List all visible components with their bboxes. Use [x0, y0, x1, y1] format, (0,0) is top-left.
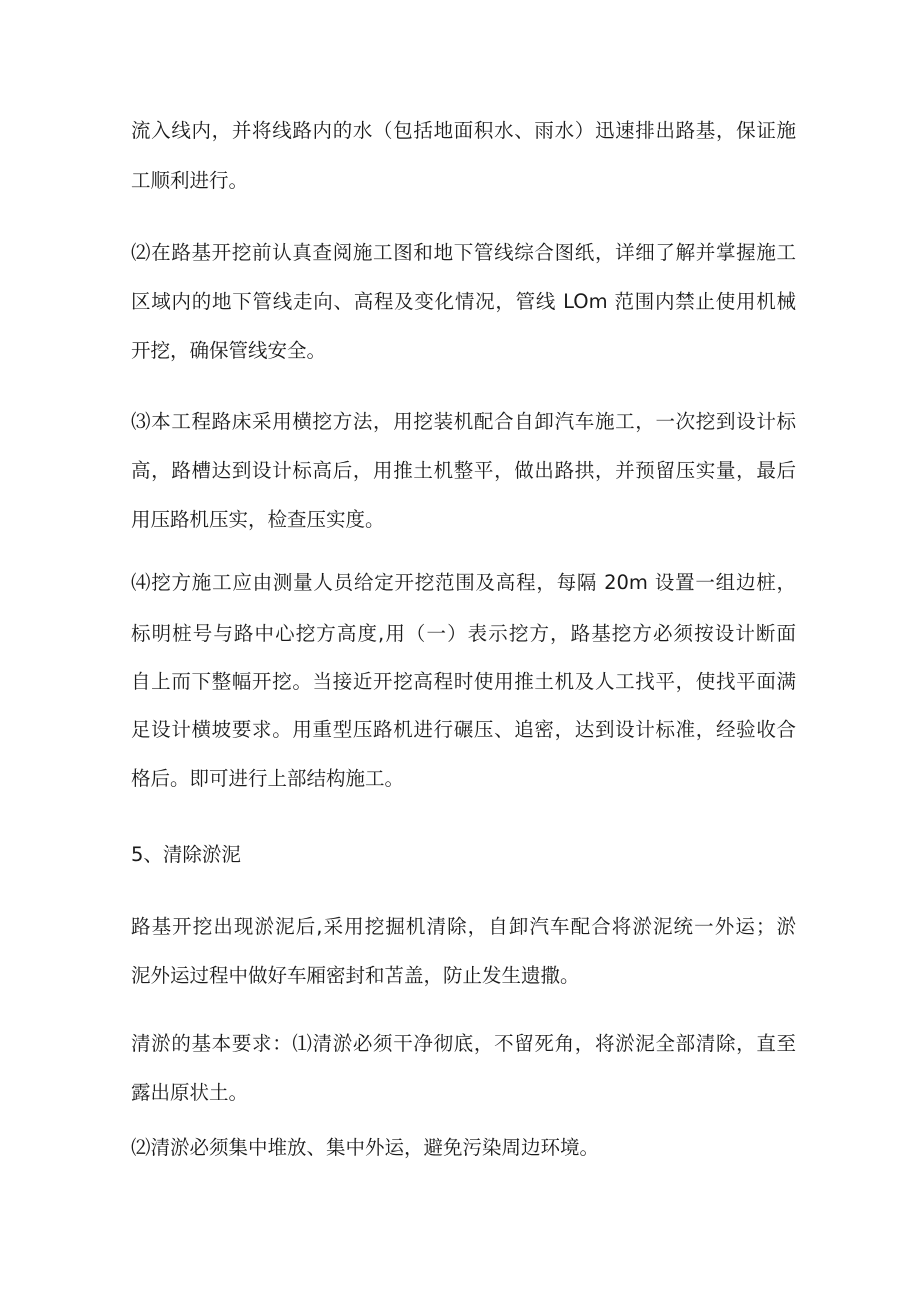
paragraph-5-line-1: 路基开挖出现淤泥后,采用挖掘机清除，自卸汽车配合将淤泥统一外运；淤 [131, 915, 796, 938]
paragraph-2-line-3: 开挖，确保管线安全。 [131, 339, 327, 362]
section-heading-5: 5、清除淤泥 [131, 843, 241, 866]
paragraph-5-line-2: 泥外运过程中做好车厢密封和苫盖，防止发生遗撒。 [131, 964, 580, 987]
paragraph-2-line-1: ⑵在路基开挖前认真查阅施工图和地下管线综合图纸，详细了解并掌握施工 [131, 241, 796, 264]
paragraph-6-line-2: 露出原状土。 [131, 1081, 249, 1104]
paragraph-1-line-2: 工顺利进行。 [131, 169, 249, 192]
paragraph-3-line-2: 高，路槽达到设计标高后，用推土机整平，做出路拱，并预留压实量，最后 [131, 459, 796, 482]
paragraph-4-line-3: 自上而下整幅开挖。当接近开挖高程时使用推土机及人工找平，使找平面满 [131, 670, 796, 693]
paragraph-4-line-1: ⑷挖方施工应由测量人员给定开挖范围及高程，每隔 20m 设置一组边桩， [131, 571, 796, 594]
paragraph-3-line-3: 用压路机压实，检查压实度。 [131, 508, 385, 531]
paragraph-3-line-1: ⑶本工程路床采用横挖方法，用挖装机配合自卸汽车施工，一次挖到设计标 [131, 410, 796, 433]
paragraph-4-line-2: 标明桩号与路中心挖方高度,用（一）表示挖方，路基挖方必须按设计断面 [131, 622, 796, 645]
paragraph-2-line-2: 区域内的地下管线走向、高程及变化情况，管线 LOm 范围内禁止使用机械 [131, 290, 796, 313]
paragraph-7-line-1: ⑵清淤必须集中堆放、集中外运，避免污染周边环境。 [131, 1136, 600, 1159]
paragraph-4-line-5: 格后。即可进行上部结构施工。 [131, 767, 405, 790]
paragraph-1-line-1: 流入线内，并将线路内的水（包括地面积水、雨水）迅速排出路基，保证施 [131, 119, 796, 142]
paragraph-4-line-4: 足设计横坡要求。用重型压路机进行碾压、追密，达到设计标准，经验收合 [131, 718, 796, 741]
paragraph-6-line-1: 清淤的基本要求：⑴清淤必须干净彻底，不留死角，将淤泥全部清除，直至 [131, 1032, 796, 1055]
